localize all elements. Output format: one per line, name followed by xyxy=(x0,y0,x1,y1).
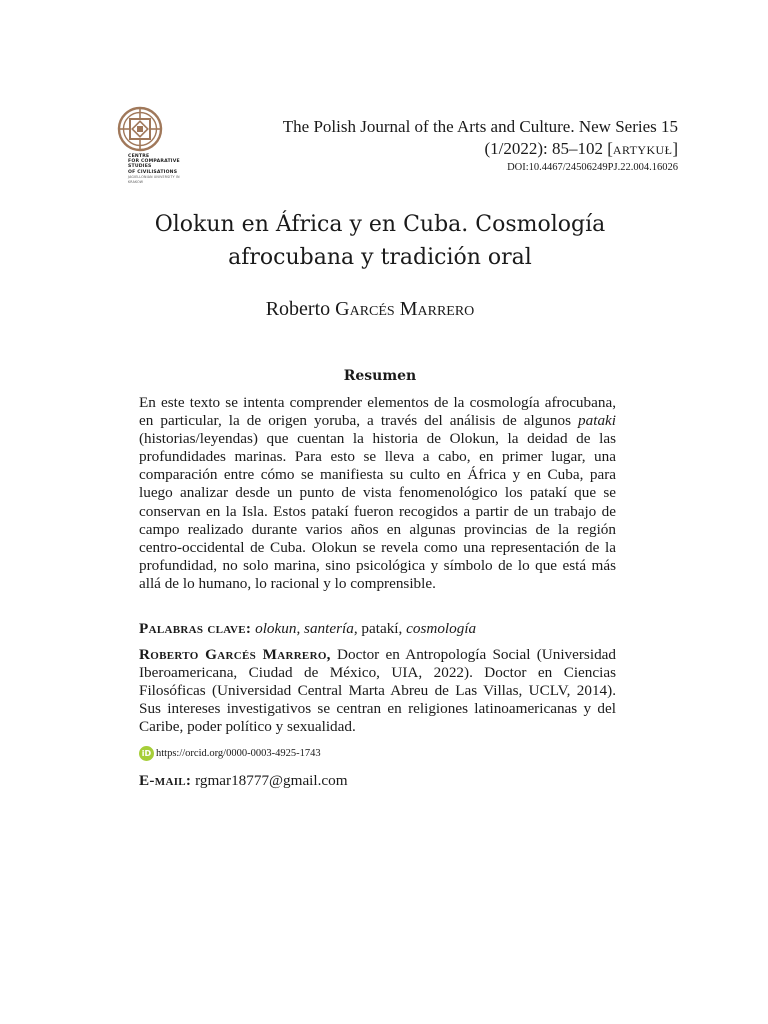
logo-subtitle: JAGIELLONIAN UNIVERSITY IN KRAKOW xyxy=(128,174,180,185)
abstract-text: En este texto se intenta comprender elementos de la cosmología afrocubana, en particular, la de origen yoruba, a través del análisis de algunos xyxy=(139,394,616,430)
article-type: artykuł xyxy=(612,139,673,158)
journal-issue xyxy=(283,138,678,160)
journal-citation xyxy=(283,116,678,160)
keyword: olokun xyxy=(255,620,297,637)
logo-caption xyxy=(128,154,194,185)
bio-text: Doctor en Antropología Social (Universidad Iberoamericana, Ciudad de México, UIA, 2022). Doctor en Ciencias Filosóficas (Universidad Central Marta Abreu de Las Villas, UCLV, 2014). Sus intereses investigativos se centran en religiones latinoamericanas y del Caribe, poder político y sexualidad. xyxy=(139,646,616,736)
email-address[interactable]: rgmar18777@gmail.com xyxy=(195,772,348,789)
article-title xyxy=(110,208,650,274)
author-bio xyxy=(139,646,616,736)
logo-line: CENTRE xyxy=(128,154,150,159)
abstract-body xyxy=(139,394,616,593)
author-first-name: Roberto xyxy=(265,298,336,320)
orcid-link[interactable] xyxy=(139,746,321,761)
journal-issue-pages: (1/2022): 85–102 [ xyxy=(484,139,613,158)
keywords-label: Palabras clave: xyxy=(139,620,252,637)
logo-line: FOR COMPARATIVE xyxy=(128,159,180,165)
author-name xyxy=(110,298,630,321)
email-line xyxy=(139,772,616,790)
abstract-text: (historias/leyendas) que cuentan la historia de Olokun, la deidad de las profundidades marinas. Para esto se lleva a cabo, en primer lugar, una comparación entre cómo se manifiesta su culto en África y en Cuba, para luego analizar desde un punto de vista fenomenológico los patakí que se conservan en la Isla. Estos patakí fueron recogidos a partir de un trabajo de campo realizado durante varios años en algunas provincias de la región centro-occidental de Cuba. Olokun se revela como una representación de la profundidad, no solo marina, sino psicológica y símbolo de lo que está más allá de lo humano, lo racional y lo comprensible. xyxy=(139,430,616,592)
abstract-italic-term: pataki xyxy=(578,412,616,430)
keyword: cosmología xyxy=(406,620,477,637)
author-surname: Garcés Marrero xyxy=(335,298,475,320)
doi[interactable]: DOI:10.4467/24506249PJ.22.004.16026 xyxy=(507,162,678,173)
centre-logo xyxy=(114,106,194,185)
article-title-line: Olokun en África y en Cuba. Cosmología xyxy=(154,212,606,237)
logo-line: OF CIVILISATIONS xyxy=(128,169,178,175)
keywords: Palabras clave: olokun, santería, patakí, cosmología xyxy=(139,620,477,637)
logo-line: STUDIES xyxy=(128,164,152,170)
bio-author-name: Roberto Garcés Marrero, xyxy=(139,646,331,663)
abstract-heading: Resumen xyxy=(343,368,417,384)
journal-name: The Polish Journal of the Arts and Culture. New Series 15 xyxy=(282,117,678,136)
keyword: santería xyxy=(304,620,354,637)
orcid-icon: iD xyxy=(139,746,154,761)
article-title-line: afrocubana y tradición oral xyxy=(228,245,532,270)
keyword: patakí xyxy=(361,620,399,637)
mandala-logo-icon xyxy=(117,106,163,152)
journal-issue-close: ] xyxy=(672,139,678,158)
orcid-url[interactable]: https://orcid.org/0000-0003-4925-1743 xyxy=(156,748,321,759)
email-label: E-mail: xyxy=(139,772,192,789)
